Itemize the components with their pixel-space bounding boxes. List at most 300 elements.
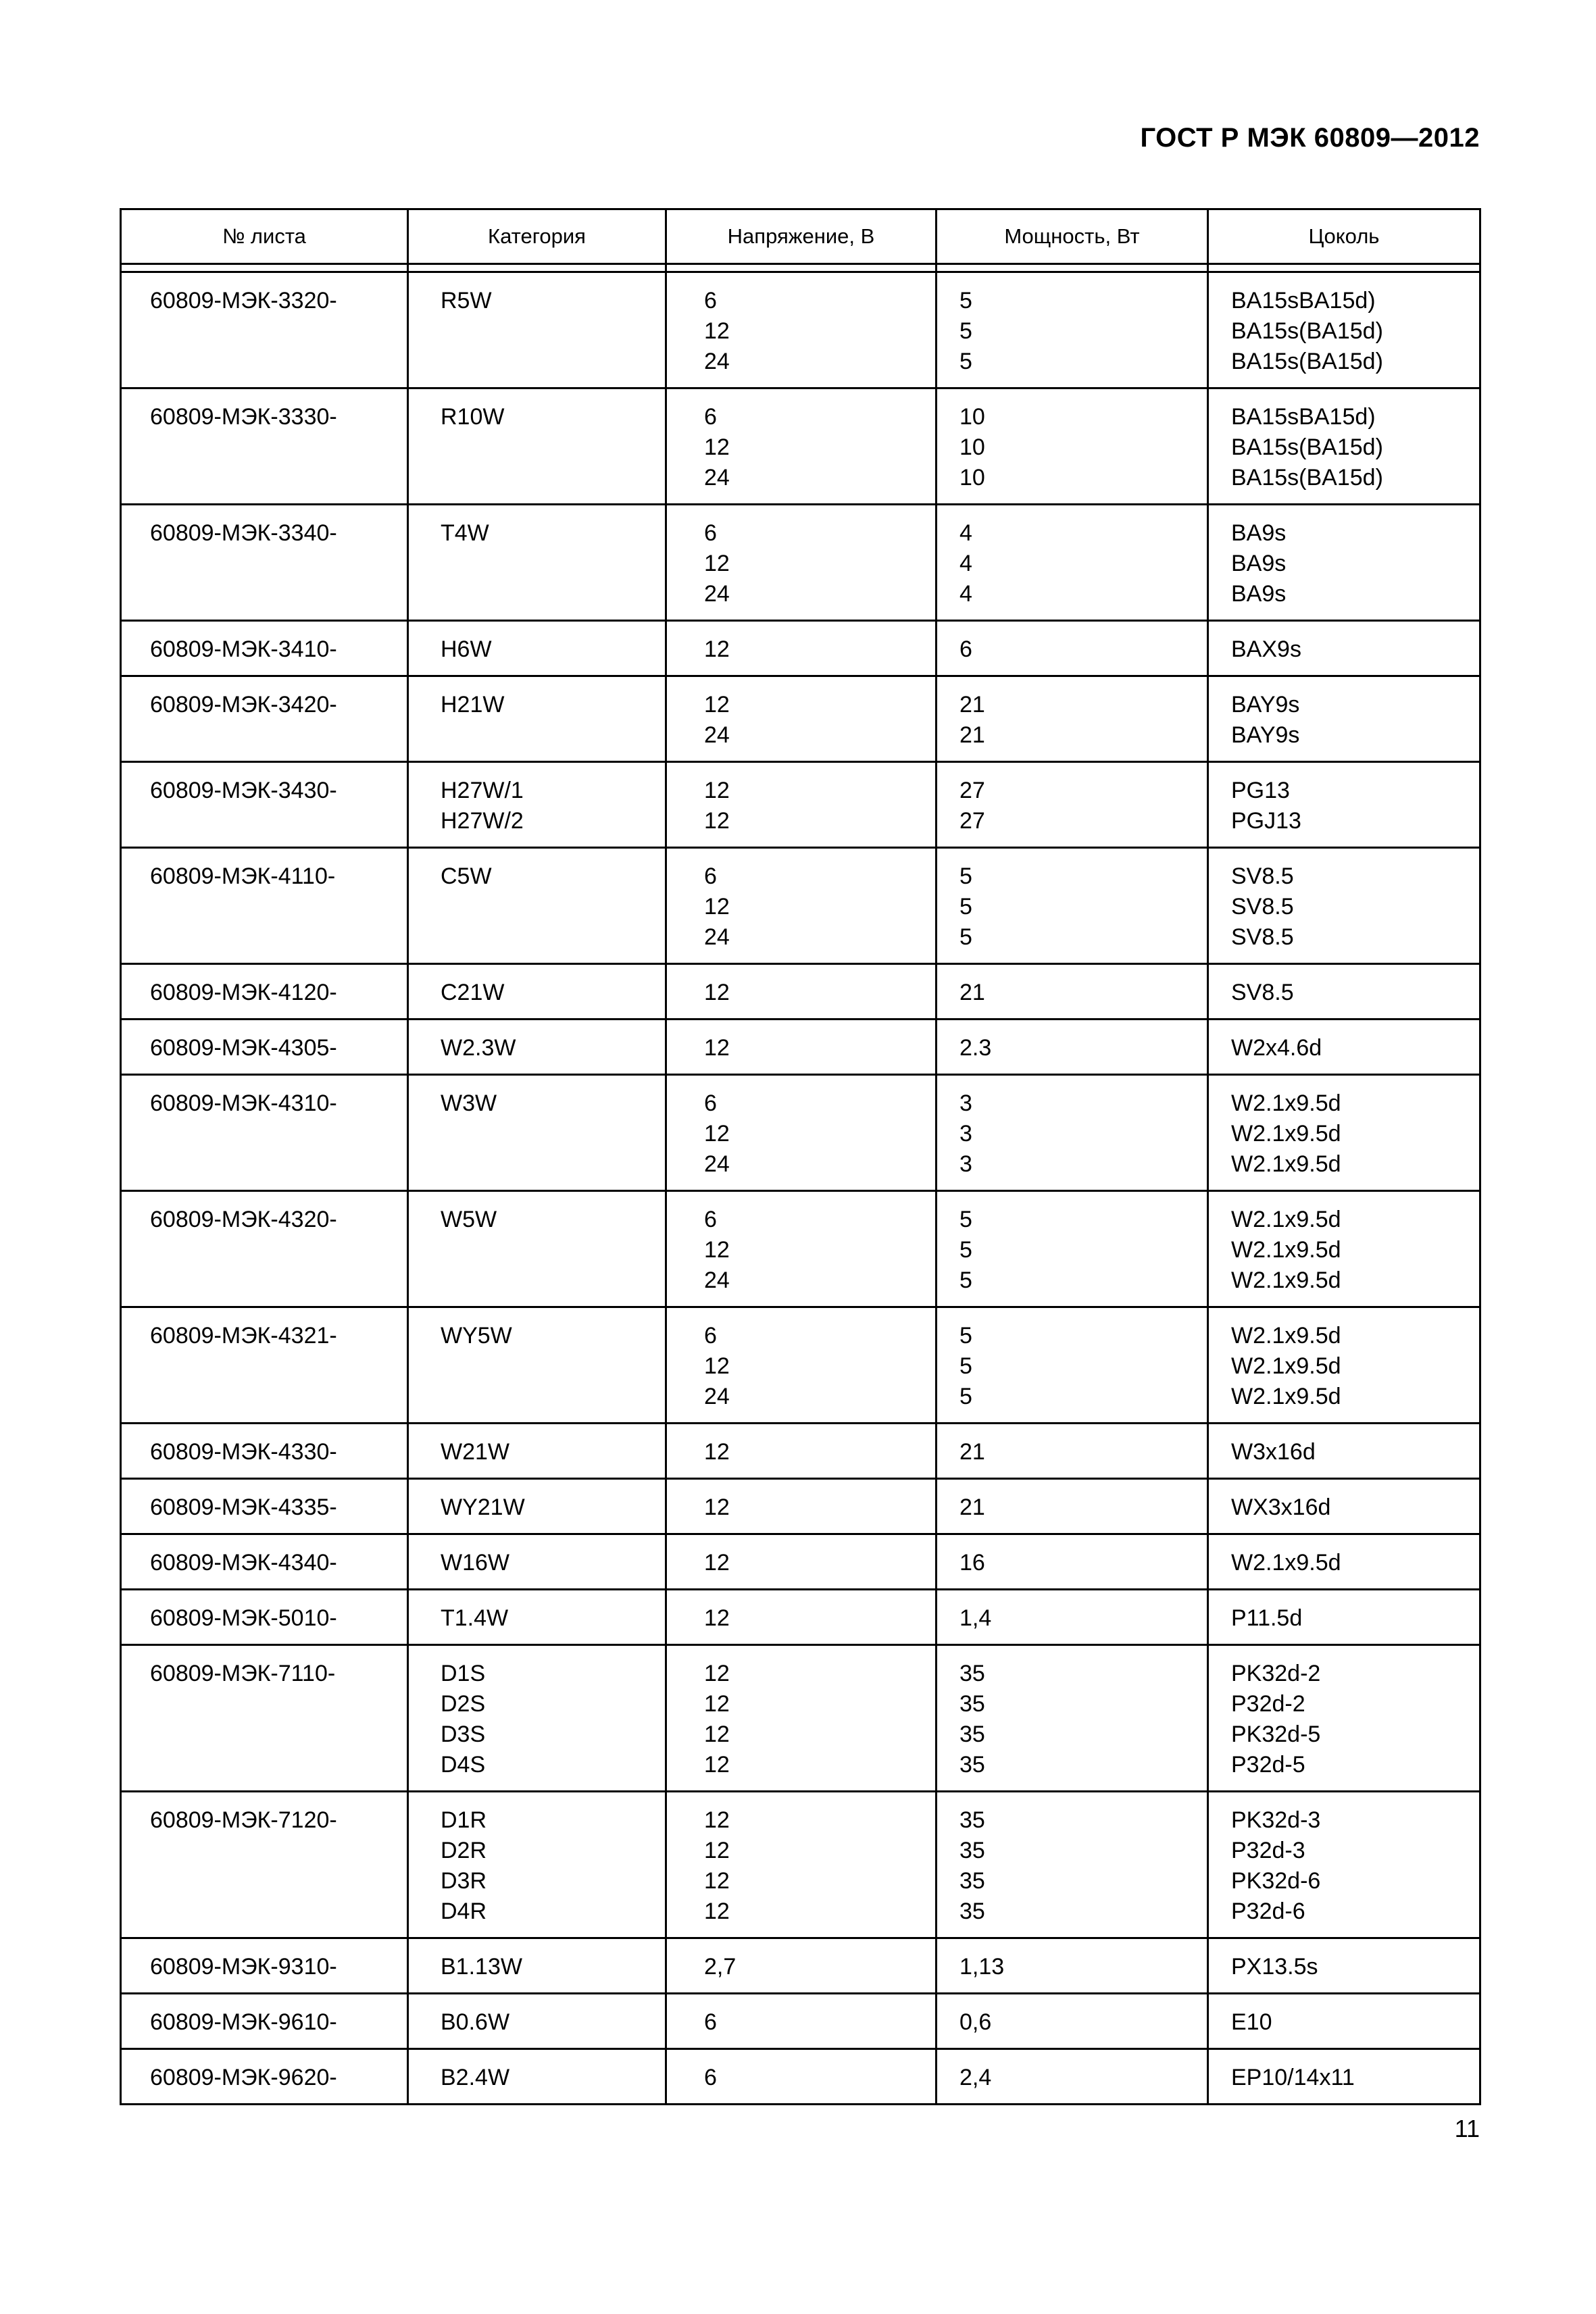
table-row	[121, 1994, 1480, 2049]
cell-power-line: 5	[959, 1207, 972, 1232]
cell-voltage-line: 12	[704, 1121, 730, 1147]
cell-voltage	[666, 676, 937, 762]
cell-voltage-line: 12	[704, 318, 730, 344]
cell-sheet-number-text: 60809-МЭК-9620-	[150, 2065, 337, 2090]
cell-base	[1208, 1938, 1480, 1994]
cell-power-line: 3	[959, 1090, 972, 1116]
cell-base-line: P32d-5	[1231, 1752, 1305, 1778]
cell-base-line: W2.1x9.5d	[1231, 1267, 1341, 1293]
cell-sheet-number-text: 60809-МЭК-9610-	[150, 2009, 337, 2035]
cell-base-line: W2.1x9.5d	[1231, 1121, 1341, 1147]
cell-base-line: SV8.5	[1231, 894, 1294, 920]
cell-voltage-line: 12	[704, 1035, 730, 1061]
cell-category-line: C21W	[441, 980, 505, 1005]
cell-base-line: PG13	[1231, 778, 1290, 803]
column-header-base: Цоколь	[1208, 209, 1480, 264]
cell-voltage-line: 12	[704, 778, 730, 803]
cell-voltage-line: 12	[704, 1605, 730, 1631]
cell-sheet-number	[121, 621, 408, 676]
cell-base	[1208, 762, 1480, 848]
table-body	[121, 272, 1480, 2105]
table-row	[121, 1590, 1480, 1645]
cell-base-line: BAX9s	[1231, 636, 1301, 662]
cell-base-line: BA9s	[1231, 520, 1287, 546]
cell-power-line: 5	[959, 349, 972, 374]
cell-base	[1208, 1191, 1480, 1307]
table-row	[121, 388, 1480, 505]
cell-base-line: E10	[1231, 2009, 1272, 2035]
cell-voltage-line: 6	[704, 288, 717, 313]
cell-power	[937, 388, 1208, 505]
cell-sheet-number-text: 60809-МЭК-4320-	[150, 1207, 337, 1232]
cell-voltage-line: 12	[704, 894, 730, 920]
cell-sheet-number-text: 60809-МЭК-3410-	[150, 636, 337, 662]
cell-power-line: 35	[959, 1752, 985, 1778]
cell-sheet-number-text: 60809-МЭК-4321-	[150, 1323, 337, 1349]
cell-base-line: BA15s(BA15d)	[1231, 465, 1383, 491]
table-row	[121, 1479, 1480, 1534]
cell-voltage-line: 24	[704, 465, 730, 491]
cell-voltage	[666, 848, 937, 964]
cell-base-line: BA9s	[1231, 581, 1287, 607]
table-row	[121, 1792, 1480, 1938]
cell-voltage-line: 6	[704, 1207, 717, 1232]
cell-power-line: 10	[959, 404, 985, 430]
table-row	[121, 1191, 1480, 1307]
cell-power	[937, 1938, 1208, 1994]
cell-voltage	[666, 272, 937, 388]
cell-base	[1208, 1307, 1480, 1424]
cell-power	[937, 1191, 1208, 1307]
cell-base	[1208, 1479, 1480, 1534]
cell-base	[1208, 964, 1480, 1020]
cell-base	[1208, 621, 1480, 676]
cell-category-line: T4W	[441, 520, 489, 546]
cell-sheet-number-text: 60809-МЭК-3420-	[150, 692, 337, 718]
cell-power-line: 35	[959, 1807, 985, 1833]
cell-category	[408, 1792, 666, 1938]
cell-voltage-line: 12	[704, 980, 730, 1005]
cell-power-line: 27	[959, 808, 985, 834]
cell-voltage	[666, 1994, 937, 2049]
cell-voltage	[666, 1479, 937, 1534]
cell-base-line: PGJ13	[1231, 808, 1301, 834]
cell-base-line: SV8.5	[1231, 863, 1294, 889]
cell-base	[1208, 848, 1480, 964]
cell-power-line: 35	[959, 1691, 985, 1717]
cell-category	[408, 1307, 666, 1424]
cell-power-line: 21	[959, 1439, 985, 1465]
cell-voltage	[666, 388, 937, 505]
cell-voltage	[666, 1307, 937, 1424]
cell-category	[408, 2049, 666, 2105]
table-row	[121, 2049, 1480, 2105]
cell-voltage-line: 12	[704, 551, 730, 576]
cell-base-line: W2.1x9.5d	[1231, 1323, 1341, 1349]
cell-power-line: 0,6	[959, 2009, 992, 2035]
cell-category-line: D1S	[441, 1661, 486, 1686]
cell-sheet-number-text: 60809-МЭК-7120-	[150, 1807, 337, 1833]
cell-category-line: D2R	[441, 1838, 487, 1863]
cell-base-line: W2.1x9.5d	[1231, 1151, 1341, 1177]
cell-voltage-line: 12	[704, 1439, 730, 1465]
cell-voltage-line: 12	[704, 808, 730, 834]
cell-voltage-line: 12	[704, 1691, 730, 1717]
cell-base-line: P32d-6	[1231, 1898, 1305, 1924]
lamp-category-table	[120, 208, 1481, 2105]
cell-base-line: BA15sBA15d)	[1231, 404, 1376, 430]
table-row	[121, 1424, 1480, 1479]
cell-base-line: PK32d-5	[1231, 1721, 1321, 1747]
cell-base-line: PK32d-6	[1231, 1868, 1321, 1894]
cell-sheet-number	[121, 1645, 408, 1792]
cell-sheet-number-text: 60809-МЭК-4335-	[150, 1494, 337, 1520]
cell-base	[1208, 676, 1480, 762]
cell-power	[937, 1534, 1208, 1590]
cell-category-line: C5W	[441, 863, 492, 889]
cell-base-line: W2.1x9.5d	[1231, 1237, 1341, 1263]
cell-voltage-line: 12	[704, 1807, 730, 1833]
cell-sheet-number	[121, 388, 408, 505]
cell-voltage-line: 24	[704, 924, 730, 950]
cell-voltage	[666, 621, 937, 676]
cell-voltage-line: 12	[704, 1550, 730, 1576]
cell-sheet-number-text: 60809-МЭК-3320-	[150, 288, 337, 313]
cell-power-line: 16	[959, 1550, 985, 1576]
cell-sheet-number-text: 60809-МЭК-4310-	[150, 1090, 337, 1116]
cell-power-line: 1,4	[959, 1605, 992, 1631]
cell-voltage-line: 6	[704, 404, 717, 430]
cell-base-line: W2x4.6d	[1231, 1035, 1322, 1061]
cell-category-line: D2S	[441, 1691, 486, 1717]
cell-base-line: W2.1x9.5d	[1231, 1090, 1341, 1116]
cell-category-line: B0.6W	[441, 2009, 510, 2035]
cell-base	[1208, 1075, 1480, 1191]
cell-power-line: 5	[959, 1323, 972, 1349]
cell-power-line: 10	[959, 465, 985, 491]
cell-base	[1208, 1424, 1480, 1479]
cell-voltage-line: 6	[704, 2065, 717, 2090]
cell-base-line: W2.1x9.5d	[1231, 1353, 1341, 1379]
cell-power-line: 2.3	[959, 1035, 992, 1061]
cell-base-line: P32d-2	[1231, 1691, 1305, 1717]
cell-base	[1208, 1792, 1480, 1938]
cell-base	[1208, 1590, 1480, 1645]
cell-voltage-line: 12	[704, 434, 730, 460]
cell-base-line: BAY9s	[1231, 692, 1300, 718]
table-row	[121, 1020, 1480, 1075]
cell-category-line: D3S	[441, 1721, 486, 1747]
cell-power	[937, 1424, 1208, 1479]
cell-power-line: 3	[959, 1151, 972, 1177]
cell-base-line: P32d-3	[1231, 1838, 1305, 1863]
cell-power	[937, 272, 1208, 388]
cell-voltage	[666, 1938, 937, 1994]
cell-category-line: D4R	[441, 1898, 487, 1924]
cell-voltage	[666, 2049, 937, 2105]
cell-sheet-number	[121, 2049, 408, 2105]
cell-power	[937, 848, 1208, 964]
cell-sheet-number-text: 60809-МЭК-4120-	[150, 980, 337, 1005]
cell-base-line: PK32d-3	[1231, 1807, 1321, 1833]
cell-category-line: B2.4W	[441, 2065, 510, 2090]
cell-voltage-line: 24	[704, 349, 730, 374]
cell-power-line: 5	[959, 1353, 972, 1379]
cell-sheet-number-text: 60809-МЭК-5010-	[150, 1605, 337, 1631]
cell-voltage	[666, 1534, 937, 1590]
cell-voltage	[666, 1424, 937, 1479]
cell-base-line: SV8.5	[1231, 924, 1294, 950]
cell-base-line: EP10/14x11	[1231, 2065, 1355, 2090]
cell-voltage-line: 24	[704, 1267, 730, 1293]
cell-sheet-number	[121, 1020, 408, 1075]
cell-voltage-line: 6	[704, 1323, 717, 1349]
cell-base-line: W2.1x9.5d	[1231, 1207, 1341, 1232]
cell-category	[408, 676, 666, 762]
table-row	[121, 1075, 1480, 1191]
cell-voltage-line: 2,7	[704, 1954, 737, 1980]
cell-category-line: W3W	[441, 1090, 497, 1116]
cell-power	[937, 1020, 1208, 1075]
cell-sheet-number	[121, 1938, 408, 1994]
cell-base-line: BA15sBA15d)	[1231, 288, 1376, 313]
cell-category	[408, 1590, 666, 1645]
cell-category	[408, 1191, 666, 1307]
cell-sheet-number-text: 60809-МЭК-3330-	[150, 404, 337, 430]
cell-base-line: W3x16d	[1231, 1439, 1316, 1465]
table-row	[121, 1938, 1480, 1994]
cell-power-line: 35	[959, 1661, 985, 1686]
lamp-table-container	[120, 208, 1479, 2105]
cell-category	[408, 1994, 666, 2049]
cell-voltage-line: 12	[704, 1721, 730, 1747]
cell-voltage-line: 12	[704, 692, 730, 718]
cell-voltage-line: 24	[704, 722, 730, 748]
cell-base	[1208, 2049, 1480, 2105]
cell-power	[937, 676, 1208, 762]
cell-power-line: 35	[959, 1838, 985, 1863]
cell-category-line: W21W	[441, 1439, 509, 1465]
cell-power-line: 35	[959, 1721, 985, 1747]
cell-category	[408, 848, 666, 964]
cell-voltage	[666, 505, 937, 621]
table-row	[121, 1645, 1480, 1792]
cell-base-line: SV8.5	[1231, 980, 1294, 1005]
cell-category-line: W16W	[441, 1550, 509, 1576]
cell-category	[408, 621, 666, 676]
cell-base-line: PX13.5s	[1231, 1954, 1318, 1980]
table-row	[121, 676, 1480, 762]
cell-category	[408, 505, 666, 621]
cell-category	[408, 1020, 666, 1075]
cell-voltage-line: 6	[704, 863, 717, 889]
cell-voltage	[666, 1075, 937, 1191]
cell-sheet-number	[121, 1307, 408, 1424]
cell-base-line: P11.5d	[1231, 1605, 1303, 1631]
cell-base-line: BA15s(BA15d)	[1231, 434, 1383, 460]
cell-power	[937, 1792, 1208, 1938]
cell-power-line: 4	[959, 551, 972, 576]
cell-power-line: 5	[959, 1384, 972, 1409]
cell-voltage-line: 6	[704, 2009, 717, 2035]
cell-power-line: 1,13	[959, 1954, 1005, 1980]
cell-sheet-number	[121, 1075, 408, 1191]
page-number: 11	[1454, 2115, 1480, 2142]
cell-category	[408, 272, 666, 388]
cell-sheet-number	[121, 1424, 408, 1479]
table-row	[121, 272, 1480, 388]
cell-sheet-number-text: 60809-МЭК-3340-	[150, 520, 337, 546]
cell-sheet-number	[121, 1479, 408, 1534]
document-code: ГОСТ Р МЭК 60809—2012	[1140, 123, 1480, 153]
cell-power-line: 2,4	[959, 2065, 992, 2090]
cell-category-line: WY21W	[441, 1494, 525, 1520]
cell-sheet-number	[121, 848, 408, 964]
cell-category-line: B1.13W	[441, 1954, 522, 1980]
cell-base	[1208, 388, 1480, 505]
cell-voltage-line: 24	[704, 1384, 730, 1409]
cell-base	[1208, 1534, 1480, 1590]
cell-power	[937, 2049, 1208, 2105]
cell-sheet-number-text: 60809-МЭК-4110-	[150, 863, 336, 889]
cell-voltage-line: 12	[704, 1752, 730, 1778]
cell-power-line: 6	[959, 636, 972, 662]
cell-power-line: 5	[959, 863, 972, 889]
cell-category-line: T1.4W	[441, 1605, 509, 1631]
cell-category-line: H27W/2	[441, 808, 524, 834]
cell-power	[937, 1645, 1208, 1792]
cell-sheet-number-text: 60809-МЭК-4305-	[150, 1035, 337, 1061]
cell-power	[937, 1479, 1208, 1534]
cell-voltage	[666, 1191, 937, 1307]
column-header-voltage: Напряжение, В	[666, 209, 937, 264]
cell-category	[408, 1479, 666, 1534]
cell-power-line: 5	[959, 1267, 972, 1293]
cell-power-line: 5	[959, 288, 972, 313]
cell-sheet-number	[121, 1590, 408, 1645]
table-row	[121, 964, 1480, 1020]
cell-sheet-number	[121, 762, 408, 848]
cell-category	[408, 1424, 666, 1479]
cell-voltage-line: 12	[704, 1898, 730, 1924]
cell-voltage-line: 12	[704, 636, 730, 662]
cell-category	[408, 762, 666, 848]
cell-power-line: 4	[959, 520, 972, 546]
cell-voltage-line: 24	[704, 581, 730, 607]
cell-power-line: 5	[959, 924, 972, 950]
table-row	[121, 505, 1480, 621]
cell-category-line: R5W	[441, 288, 492, 313]
cell-voltage-line: 12	[704, 1838, 730, 1863]
cell-category-line: W2.3W	[441, 1035, 516, 1061]
cell-sheet-number-text: 60809-МЭК-4330-	[150, 1439, 337, 1465]
cell-voltage	[666, 1020, 937, 1075]
cell-sheet-number	[121, 1994, 408, 2049]
cell-voltage	[666, 1645, 937, 1792]
cell-power-line: 3	[959, 1121, 972, 1147]
column-header-category: Категория	[408, 209, 666, 264]
cell-power-line: 5	[959, 1237, 972, 1263]
cell-base-line: BA15s(BA15d)	[1231, 349, 1383, 374]
cell-category-line: H6W	[441, 636, 492, 662]
cell-sheet-number	[121, 1792, 408, 1938]
cell-category-line: H21W	[441, 692, 505, 718]
cell-category-line: R10W	[441, 404, 505, 430]
cell-sheet-number-text: 60809-МЭК-4340-	[150, 1550, 337, 1576]
cell-category	[408, 1645, 666, 1792]
cell-sheet-number-text: 60809-МЭК-3430-	[150, 778, 337, 803]
cell-sheet-number	[121, 272, 408, 388]
cell-category-line: D1R	[441, 1807, 487, 1833]
cell-category	[408, 1075, 666, 1191]
header-separator-row	[121, 264, 1480, 272]
cell-base	[1208, 1645, 1480, 1792]
cell-power-line: 27	[959, 778, 985, 803]
cell-base-line: W2.1x9.5d	[1231, 1384, 1341, 1409]
cell-power-line: 21	[959, 692, 985, 718]
table-row	[121, 1534, 1480, 1590]
cell-voltage-line: 12	[704, 1494, 730, 1520]
cell-category-line: D3R	[441, 1868, 487, 1894]
cell-voltage-line: 12	[704, 1237, 730, 1263]
table-row	[121, 1307, 1480, 1424]
table-header-row	[121, 209, 1480, 264]
cell-voltage	[666, 1792, 937, 1938]
cell-base	[1208, 505, 1480, 621]
cell-voltage	[666, 1590, 937, 1645]
cell-voltage	[666, 964, 937, 1020]
cell-base-line: PK32d-2	[1231, 1661, 1321, 1686]
cell-voltage-line: 6	[704, 520, 717, 546]
cell-voltage-line: 6	[704, 1090, 717, 1116]
cell-sheet-number-text: 60809-МЭК-9310-	[150, 1954, 337, 1980]
cell-power	[937, 1590, 1208, 1645]
cell-power-line: 5	[959, 894, 972, 920]
cell-voltage-line: 24	[704, 1151, 730, 1177]
cell-power-line: 21	[959, 1494, 985, 1520]
cell-base-line: BA9s	[1231, 551, 1287, 576]
cell-category-line: H27W/1	[441, 778, 524, 803]
cell-base	[1208, 272, 1480, 388]
cell-category-line: W5W	[441, 1207, 497, 1232]
cell-category-line: D4S	[441, 1752, 486, 1778]
cell-power	[937, 1994, 1208, 2049]
cell-power-line: 5	[959, 318, 972, 344]
cell-voltage-line: 12	[704, 1868, 730, 1894]
cell-power-line: 21	[959, 980, 985, 1005]
cell-base	[1208, 1994, 1480, 2049]
cell-power-line: 10	[959, 434, 985, 460]
cell-base-line: BAY9s	[1231, 722, 1300, 748]
cell-power	[937, 964, 1208, 1020]
cell-category	[408, 1938, 666, 1994]
cell-voltage-line: 12	[704, 1661, 730, 1686]
cell-power	[937, 1307, 1208, 1424]
cell-base	[1208, 1020, 1480, 1075]
column-header-power: Мощность, Вт	[937, 209, 1208, 264]
cell-power	[937, 505, 1208, 621]
cell-power	[937, 762, 1208, 848]
cell-sheet-number	[121, 1191, 408, 1307]
column-header-sheet: № листа	[121, 209, 408, 264]
cell-power-line: 35	[959, 1898, 985, 1924]
table-row	[121, 762, 1480, 848]
cell-power-line: 4	[959, 581, 972, 607]
cell-power	[937, 1075, 1208, 1191]
cell-voltage	[666, 762, 937, 848]
cell-category	[408, 388, 666, 505]
cell-category-line: WY5W	[441, 1323, 512, 1349]
